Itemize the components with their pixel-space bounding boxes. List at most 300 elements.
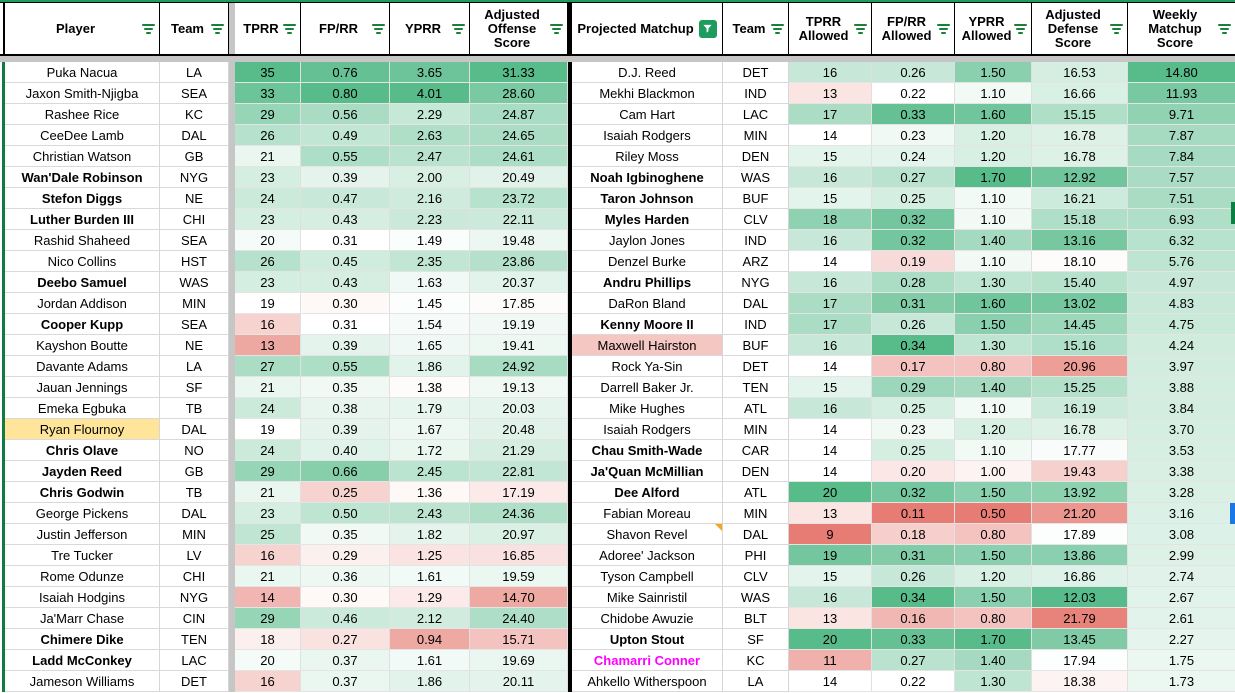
cell-player-name[interactable]: Kayshon Boutte bbox=[5, 335, 160, 356]
cell-fprr-value[interactable]: 0.37 bbox=[301, 650, 390, 671]
cell-player-name[interactable]: Rome Odunze bbox=[5, 566, 160, 587]
cell-weekly-matchup-score[interactable]: 3.28 bbox=[1128, 482, 1235, 503]
cell-fprr-allowed[interactable]: 0.31 bbox=[872, 293, 955, 314]
cell-yprr-allowed[interactable]: 1.40 bbox=[955, 650, 1032, 671]
cell-adjusted-offense-score[interactable]: 19.13 bbox=[470, 377, 568, 398]
column-header-team[interactable] bbox=[160, 3, 229, 54]
cell-matchup-team[interactable]: ATL bbox=[723, 398, 789, 419]
cell-matchup-team[interactable]: WAS bbox=[723, 167, 789, 188]
cell-adjusted-defense-score[interactable]: 16.78 bbox=[1032, 419, 1128, 440]
cell-weekly-matchup-score[interactable]: 3.97 bbox=[1128, 356, 1235, 377]
cell-player-name[interactable]: Christian Watson bbox=[5, 146, 160, 167]
cell-adjusted-defense-score[interactable]: 21.20 bbox=[1032, 503, 1128, 524]
cell-adjusted-offense-score[interactable]: 24.92 bbox=[470, 356, 568, 377]
cell-yprr-value[interactable]: 2.29 bbox=[390, 104, 470, 125]
cell-weekly-matchup-score[interactable]: 2.27 bbox=[1128, 629, 1235, 650]
cell-tprr-allowed[interactable]: 13 bbox=[789, 608, 872, 629]
cell-tprr-value[interactable]: 20 bbox=[235, 650, 301, 671]
cell-yprr-value[interactable]: 1.72 bbox=[390, 440, 470, 461]
cell-adjusted-defense-score[interactable]: 15.40 bbox=[1032, 272, 1128, 293]
cell-fprr-value[interactable]: 0.40 bbox=[301, 440, 390, 461]
cell-matchup-team[interactable]: ATL bbox=[723, 482, 789, 503]
cell-fprr-value[interactable]: 0.49 bbox=[301, 125, 390, 146]
cell-matchup-team[interactable]: ARZ bbox=[723, 251, 789, 272]
cell-weekly-matchup-score[interactable]: 3.08 bbox=[1128, 524, 1235, 545]
cell-yprr-allowed[interactable]: 1.10 bbox=[955, 188, 1032, 209]
cell-fprr-value[interactable]: 0.36 bbox=[301, 566, 390, 587]
cell-player-name[interactable]: Chris Godwin bbox=[5, 482, 160, 503]
cell-tprr-allowed[interactable]: 20 bbox=[789, 629, 872, 650]
cell-weekly-matchup-score[interactable]: 3.16 bbox=[1128, 503, 1235, 524]
cell-adjusted-defense-score[interactable]: 17.94 bbox=[1032, 650, 1128, 671]
cell-weekly-matchup-score[interactable]: 7.57 bbox=[1128, 167, 1235, 188]
cell-matchup-team[interactable]: MIN bbox=[723, 125, 789, 146]
cell-player-team[interactable]: NO bbox=[160, 440, 229, 461]
column-header-adjusted-defense-score[interactable] bbox=[1032, 3, 1128, 54]
cell-tprr-value[interactable]: 29 bbox=[235, 461, 301, 482]
cell-matchup-name[interactable]: Chau Smith-Wade bbox=[572, 440, 723, 461]
cell-tprr-allowed[interactable]: 16 bbox=[789, 272, 872, 293]
cell-adjusted-defense-score[interactable]: 16.66 bbox=[1032, 83, 1128, 104]
cell-player-name[interactable]: Jordan Addison bbox=[5, 293, 160, 314]
cell-player-name[interactable]: Cooper Kupp bbox=[5, 314, 160, 335]
cell-player-team[interactable]: TB bbox=[160, 398, 229, 419]
cell-fprr-allowed[interactable]: 0.16 bbox=[872, 608, 955, 629]
cell-yprr-value[interactable]: 1.79 bbox=[390, 398, 470, 419]
cell-fprr-allowed[interactable]: 0.24 bbox=[872, 146, 955, 167]
cell-yprr-allowed[interactable]: 1.00 bbox=[955, 461, 1032, 482]
cell-tprr-allowed[interactable]: 14 bbox=[789, 461, 872, 482]
cell-adjusted-defense-score[interactable]: 16.86 bbox=[1032, 566, 1128, 587]
cell-fprr-allowed[interactable]: 0.32 bbox=[872, 230, 955, 251]
cell-player-name[interactable]: Davante Adams bbox=[5, 356, 160, 377]
cell-adjusted-offense-score[interactable]: 19.59 bbox=[470, 566, 568, 587]
cell-fprr-value[interactable]: 0.29 bbox=[301, 545, 390, 566]
cell-fprr-allowed[interactable]: 0.33 bbox=[872, 104, 955, 125]
cell-tprr-value[interactable]: 19 bbox=[235, 293, 301, 314]
cell-player-team[interactable]: TB bbox=[160, 482, 229, 503]
cell-yprr-value[interactable]: 1.29 bbox=[390, 587, 470, 608]
cell-matchup-name[interactable]: Chamarri Conner bbox=[572, 650, 723, 671]
cell-player-name[interactable]: George Pickens bbox=[5, 503, 160, 524]
cell-player-name[interactable]: Chris Olave bbox=[5, 440, 160, 461]
cell-player-team[interactable]: NE bbox=[160, 188, 229, 209]
cell-yprr-value[interactable]: 2.00 bbox=[390, 167, 470, 188]
cell-matchup-team[interactable]: IND bbox=[723, 83, 789, 104]
cell-tprr-allowed[interactable]: 18 bbox=[789, 209, 872, 230]
cell-weekly-matchup-score[interactable]: 7.51 bbox=[1128, 188, 1235, 209]
cell-matchup-name[interactable]: Andru Phillips bbox=[572, 272, 723, 293]
cell-adjusted-offense-score[interactable]: 24.40 bbox=[470, 608, 568, 629]
cell-tprr-value[interactable]: 25 bbox=[235, 524, 301, 545]
filter-icon[interactable] bbox=[141, 22, 156, 36]
cell-weekly-matchup-score[interactable]: 3.84 bbox=[1128, 398, 1235, 419]
cell-fprr-allowed[interactable]: 0.32 bbox=[872, 482, 955, 503]
cell-tprr-value[interactable]: 21 bbox=[235, 482, 301, 503]
cell-tprr-allowed[interactable]: 14 bbox=[789, 356, 872, 377]
cell-player-name[interactable]: Stefon Diggs bbox=[5, 188, 160, 209]
cell-tprr-value[interactable]: 21 bbox=[235, 566, 301, 587]
cell-yprr-allowed[interactable]: 1.50 bbox=[955, 587, 1032, 608]
cell-player-name[interactable]: Tre Tucker bbox=[5, 545, 160, 566]
cell-matchup-name[interactable]: Darrell Baker Jr. bbox=[572, 377, 723, 398]
cell-weekly-matchup-score[interactable]: 6.32 bbox=[1128, 230, 1235, 251]
cell-tprr-allowed[interactable]: 15 bbox=[789, 566, 872, 587]
cell-yprr-value[interactable]: 1.86 bbox=[390, 356, 470, 377]
filter-icon[interactable] bbox=[549, 22, 564, 36]
cell-yprr-value[interactable]: 0.94 bbox=[390, 629, 470, 650]
cell-tprr-allowed[interactable]: 14 bbox=[789, 251, 872, 272]
cell-yprr-value[interactable]: 1.49 bbox=[390, 230, 470, 251]
cell-player-name[interactable]: Jauan Jennings bbox=[5, 377, 160, 398]
cell-player-team[interactable]: NE bbox=[160, 335, 229, 356]
cell-player-name[interactable]: Rashee Rice bbox=[5, 104, 160, 125]
cell-fprr-allowed[interactable]: 0.27 bbox=[872, 167, 955, 188]
cell-fprr-value[interactable]: 0.43 bbox=[301, 272, 390, 293]
cell-tprr-value[interactable]: 24 bbox=[235, 440, 301, 461]
cell-adjusted-offense-score[interactable]: 24.87 bbox=[470, 104, 568, 125]
cell-fprr-allowed[interactable]: 0.28 bbox=[872, 272, 955, 293]
cell-fprr-value[interactable]: 0.31 bbox=[301, 230, 390, 251]
cell-player-team[interactable]: LV bbox=[160, 545, 229, 566]
cell-player-team[interactable]: DAL bbox=[160, 125, 229, 146]
cell-weekly-matchup-score[interactable]: 3.38 bbox=[1128, 461, 1235, 482]
cell-adjusted-offense-score[interactable]: 15.71 bbox=[470, 629, 568, 650]
column-header-yprr[interactable] bbox=[390, 3, 470, 54]
cell-matchup-team[interactable]: BUF bbox=[723, 335, 789, 356]
filter-icon[interactable] bbox=[1013, 22, 1028, 36]
cell-tprr-value[interactable]: 21 bbox=[235, 377, 301, 398]
cell-adjusted-defense-score[interactable]: 13.92 bbox=[1032, 482, 1128, 503]
cell-fprr-value[interactable]: 0.39 bbox=[301, 167, 390, 188]
cell-player-name[interactable]: Chimere Dike bbox=[5, 629, 160, 650]
cell-player-name[interactable]: Deebo Samuel bbox=[5, 272, 160, 293]
cell-yprr-value[interactable]: 1.54 bbox=[390, 314, 470, 335]
cell-yprr-value[interactable]: 2.23 bbox=[390, 209, 470, 230]
cell-weekly-matchup-score[interactable]: 14.80 bbox=[1128, 62, 1235, 83]
cell-adjusted-defense-score[interactable]: 13.16 bbox=[1032, 230, 1128, 251]
cell-player-team[interactable]: TEN bbox=[160, 629, 229, 650]
cell-yprr-value[interactable]: 2.63 bbox=[390, 125, 470, 146]
cell-yprr-allowed[interactable]: 1.40 bbox=[955, 230, 1032, 251]
cell-matchup-name[interactable]: Ahkello Witherspoon bbox=[572, 671, 723, 692]
cell-adjusted-defense-score[interactable]: 16.78 bbox=[1032, 125, 1128, 146]
cell-tprr-value[interactable]: 19 bbox=[235, 419, 301, 440]
cell-adjusted-offense-score[interactable]: 28.60 bbox=[470, 83, 568, 104]
cell-adjusted-offense-score[interactable]: 14.70 bbox=[470, 587, 568, 608]
cell-adjusted-offense-score[interactable]: 20.37 bbox=[470, 272, 568, 293]
cell-yprr-allowed[interactable]: 1.20 bbox=[955, 146, 1032, 167]
cell-tprr-value[interactable]: 18 bbox=[235, 629, 301, 650]
filter-icon[interactable] bbox=[451, 22, 466, 36]
cell-yprr-allowed[interactable]: 1.10 bbox=[955, 209, 1032, 230]
cell-yprr-allowed[interactable]: 0.80 bbox=[955, 356, 1032, 377]
cell-player-name[interactable]: Nico Collins bbox=[5, 251, 160, 272]
cell-fprr-value[interactable]: 0.47 bbox=[301, 188, 390, 209]
cell-yprr-allowed[interactable]: 1.10 bbox=[955, 251, 1032, 272]
cell-yprr-value[interactable]: 2.35 bbox=[390, 251, 470, 272]
filter-icon[interactable] bbox=[1217, 22, 1232, 36]
cell-player-team[interactable]: HST bbox=[160, 251, 229, 272]
cell-weekly-matchup-score[interactable]: 3.70 bbox=[1128, 419, 1235, 440]
cell-matchup-team[interactable]: MIN bbox=[723, 503, 789, 524]
cell-player-name[interactable]: Rashid Shaheed bbox=[5, 230, 160, 251]
cell-matchup-name[interactable]: Adoree' Jackson bbox=[572, 545, 723, 566]
cell-matchup-team[interactable]: TEN bbox=[723, 377, 789, 398]
cell-matchup-name[interactable]: Mekhi Blackmon bbox=[572, 83, 723, 104]
cell-tprr-allowed[interactable]: 14 bbox=[789, 671, 872, 692]
column-header-projected-matchup[interactable] bbox=[572, 3, 723, 54]
cell-fprr-allowed[interactable]: 0.25 bbox=[872, 188, 955, 209]
cell-fprr-value[interactable]: 0.56 bbox=[301, 104, 390, 125]
cell-yprr-value[interactable]: 2.12 bbox=[390, 608, 470, 629]
cell-tprr-allowed[interactable]: 16 bbox=[789, 335, 872, 356]
cell-fprr-value[interactable]: 0.25 bbox=[301, 482, 390, 503]
cell-yprr-value[interactable]: 2.47 bbox=[390, 146, 470, 167]
cell-yprr-value[interactable]: 2.45 bbox=[390, 461, 470, 482]
cell-adjusted-offense-score[interactable]: 22.11 bbox=[470, 209, 568, 230]
cell-adjusted-defense-score[interactable]: 20.96 bbox=[1032, 356, 1128, 377]
cell-fprr-allowed[interactable]: 0.31 bbox=[872, 545, 955, 566]
cell-adjusted-offense-score[interactable]: 19.69 bbox=[470, 650, 568, 671]
cell-weekly-matchup-score[interactable]: 2.74 bbox=[1128, 566, 1235, 587]
cell-yprr-allowed[interactable]: 1.20 bbox=[955, 419, 1032, 440]
cell-tprr-allowed[interactable]: 15 bbox=[789, 146, 872, 167]
cell-fprr-value[interactable]: 0.39 bbox=[301, 419, 390, 440]
cell-matchup-team[interactable]: PHI bbox=[723, 545, 789, 566]
cell-yprr-allowed[interactable]: 1.10 bbox=[955, 440, 1032, 461]
cell-matchup-name[interactable]: Isaiah Rodgers bbox=[572, 419, 723, 440]
cell-yprr-allowed[interactable]: 1.20 bbox=[955, 566, 1032, 587]
cell-adjusted-defense-score[interactable]: 21.79 bbox=[1032, 608, 1128, 629]
cell-tprr-allowed[interactable]: 19 bbox=[789, 545, 872, 566]
cell-fprr-value[interactable]: 0.50 bbox=[301, 503, 390, 524]
cell-adjusted-offense-score[interactable]: 20.03 bbox=[470, 398, 568, 419]
cell-fprr-value[interactable]: 0.30 bbox=[301, 587, 390, 608]
cell-matchup-team[interactable]: CLV bbox=[723, 566, 789, 587]
cell-fprr-allowed[interactable]: 0.25 bbox=[872, 440, 955, 461]
cell-tprr-allowed[interactable]: 16 bbox=[789, 62, 872, 83]
cell-fprr-allowed[interactable]: 0.27 bbox=[872, 650, 955, 671]
cell-adjusted-defense-score[interactable]: 15.18 bbox=[1032, 209, 1128, 230]
cell-matchup-name[interactable]: Myles Harden bbox=[572, 209, 723, 230]
cell-adjusted-offense-score[interactable]: 23.72 bbox=[470, 188, 568, 209]
cell-yprr-allowed[interactable]: 1.70 bbox=[955, 167, 1032, 188]
cell-yprr-value[interactable]: 3.65 bbox=[390, 62, 470, 83]
cell-adjusted-offense-score[interactable]: 20.97 bbox=[470, 524, 568, 545]
cell-matchup-name[interactable]: Ja'Quan McMillian bbox=[572, 461, 723, 482]
cell-yprr-value[interactable]: 1.38 bbox=[390, 377, 470, 398]
column-header-tprr[interactable] bbox=[235, 3, 301, 54]
cell-weekly-matchup-score[interactable]: 7.87 bbox=[1128, 125, 1235, 146]
cell-fprr-value[interactable]: 0.37 bbox=[301, 671, 390, 692]
cell-player-team[interactable]: SEA bbox=[160, 314, 229, 335]
cell-adjusted-defense-score[interactable]: 16.21 bbox=[1032, 188, 1128, 209]
cell-player-name[interactable]: Jameson Williams bbox=[5, 671, 160, 692]
cell-adjusted-defense-score[interactable]: 13.86 bbox=[1032, 545, 1128, 566]
cell-matchup-team[interactable]: DET bbox=[723, 62, 789, 83]
cell-tprr-value[interactable]: 16 bbox=[235, 545, 301, 566]
cell-tprr-value[interactable]: 29 bbox=[235, 608, 301, 629]
cell-matchup-name[interactable]: DaRon Bland bbox=[572, 293, 723, 314]
cell-weekly-matchup-score[interactable]: 9.71 bbox=[1128, 104, 1235, 125]
cell-yprr-value[interactable]: 1.61 bbox=[390, 650, 470, 671]
cell-adjusted-defense-score[interactable]: 13.02 bbox=[1032, 293, 1128, 314]
cell-tprr-allowed[interactable]: 20 bbox=[789, 482, 872, 503]
cell-matchup-name[interactable]: Tyson Campbell bbox=[572, 566, 723, 587]
cell-tprr-value[interactable]: 16 bbox=[235, 314, 301, 335]
cell-matchup-team[interactable]: CLV bbox=[723, 209, 789, 230]
cell-player-name[interactable]: CeeDee Lamb bbox=[5, 125, 160, 146]
cell-fprr-allowed[interactable]: 0.34 bbox=[872, 335, 955, 356]
cell-tprr-value[interactable]: 23 bbox=[235, 503, 301, 524]
cell-weekly-matchup-score[interactable]: 2.61 bbox=[1128, 608, 1235, 629]
cell-player-name[interactable]: Puka Nacua bbox=[5, 62, 160, 83]
cell-matchup-name[interactable]: Taron Johnson bbox=[572, 188, 723, 209]
cell-matchup-name[interactable]: Denzel Burke bbox=[572, 251, 723, 272]
cell-adjusted-offense-score[interactable]: 24.36 bbox=[470, 503, 568, 524]
cell-adjusted-offense-score[interactable]: 19.19 bbox=[470, 314, 568, 335]
cell-matchup-name[interactable]: Maxwell Hairston bbox=[572, 335, 723, 356]
cell-fprr-value[interactable]: 0.45 bbox=[301, 251, 390, 272]
cell-tprr-value[interactable]: 26 bbox=[235, 251, 301, 272]
cell-tprr-allowed[interactable]: 17 bbox=[789, 293, 872, 314]
cell-tprr-value[interactable]: 23 bbox=[235, 272, 301, 293]
cell-yprr-allowed[interactable]: 0.80 bbox=[955, 608, 1032, 629]
cell-tprr-allowed[interactable]: 16 bbox=[789, 230, 872, 251]
cell-adjusted-offense-score[interactable]: 17.19 bbox=[470, 482, 568, 503]
cell-adjusted-defense-score[interactable]: 12.03 bbox=[1032, 587, 1128, 608]
cell-fprr-allowed[interactable]: 0.20 bbox=[872, 461, 955, 482]
cell-matchup-name[interactable]: Cam Hart bbox=[572, 104, 723, 125]
cell-fprr-allowed[interactable]: 0.18 bbox=[872, 524, 955, 545]
cell-matchup-name[interactable]: Isaiah Rodgers bbox=[572, 125, 723, 146]
cell-tprr-allowed[interactable]: 16 bbox=[789, 587, 872, 608]
cell-matchup-name[interactable]: D.J. Reed bbox=[572, 62, 723, 83]
cell-adjusted-offense-score[interactable]: 24.65 bbox=[470, 125, 568, 146]
cell-adjusted-defense-score[interactable]: 18.10 bbox=[1032, 251, 1128, 272]
cell-weekly-matchup-score[interactable]: 7.84 bbox=[1128, 146, 1235, 167]
cell-fprr-value[interactable]: 0.80 bbox=[301, 83, 390, 104]
cell-player-name[interactable]: Wan'Dale Robinson bbox=[5, 167, 160, 188]
cell-fprr-allowed[interactable]: 0.33 bbox=[872, 629, 955, 650]
cell-fprr-allowed[interactable]: 0.26 bbox=[872, 314, 955, 335]
cell-yprr-allowed[interactable]: 0.50 bbox=[955, 503, 1032, 524]
cell-yprr-value[interactable]: 4.01 bbox=[390, 83, 470, 104]
cell-matchup-name[interactable]: Noah Igbinoghene bbox=[572, 167, 723, 188]
cell-matchup-team[interactable]: LAC bbox=[723, 104, 789, 125]
cell-player-name[interactable]: Luther Burden III bbox=[5, 209, 160, 230]
cell-matchup-team[interactable]: WAS bbox=[723, 587, 789, 608]
cell-player-name[interactable]: Isaiah Hodgins bbox=[5, 587, 160, 608]
cell-yprr-value[interactable]: 1.65 bbox=[390, 335, 470, 356]
cell-adjusted-offense-score[interactable]: 20.49 bbox=[470, 167, 568, 188]
cell-player-team[interactable]: MIN bbox=[160, 524, 229, 545]
cell-yprr-allowed[interactable]: 1.30 bbox=[955, 671, 1032, 692]
cell-adjusted-offense-score[interactable]: 20.48 bbox=[470, 419, 568, 440]
cell-matchup-name[interactable]: Mike Sainristil bbox=[572, 587, 723, 608]
cell-tprr-allowed[interactable]: 13 bbox=[789, 83, 872, 104]
cell-yprr-allowed[interactable]: 1.50 bbox=[955, 62, 1032, 83]
cell-player-name[interactable]: Ryan Flournoy bbox=[5, 419, 160, 440]
cell-tprr-value[interactable]: 24 bbox=[235, 398, 301, 419]
column-header-team[interactable] bbox=[723, 3, 789, 54]
cell-matchup-team[interactable]: LA bbox=[723, 671, 789, 692]
cell-tprr-allowed[interactable]: 9 bbox=[789, 524, 872, 545]
cell-player-name[interactable]: Jayden Reed bbox=[5, 461, 160, 482]
cell-matchup-name[interactable]: Dee Alford bbox=[572, 482, 723, 503]
cell-yprr-allowed[interactable]: 1.50 bbox=[955, 545, 1032, 566]
cell-tprr-allowed[interactable]: 13 bbox=[789, 503, 872, 524]
cell-adjusted-defense-score[interactable]: 16.78 bbox=[1032, 146, 1128, 167]
cell-player-team[interactable]: NYG bbox=[160, 587, 229, 608]
filter-icon[interactable] bbox=[770, 22, 785, 36]
cell-fprr-allowed[interactable]: 0.29 bbox=[872, 377, 955, 398]
cell-fprr-allowed[interactable]: 0.23 bbox=[872, 419, 955, 440]
cell-yprr-value[interactable]: 1.25 bbox=[390, 545, 470, 566]
cell-player-team[interactable]: DAL bbox=[160, 503, 229, 524]
cell-adjusted-offense-score[interactable]: 31.33 bbox=[470, 62, 568, 83]
cell-matchup-team[interactable]: IND bbox=[723, 314, 789, 335]
cell-adjusted-defense-score[interactable]: 16.53 bbox=[1032, 62, 1128, 83]
cell-player-team[interactable]: GB bbox=[160, 146, 229, 167]
cell-tprr-value[interactable]: 16 bbox=[235, 671, 301, 692]
cell-player-team[interactable]: CIN bbox=[160, 608, 229, 629]
cell-weekly-matchup-score[interactable]: 2.99 bbox=[1128, 545, 1235, 566]
cell-matchup-name[interactable]: Chidobe Awuzie bbox=[572, 608, 723, 629]
cell-player-team[interactable]: KC bbox=[160, 104, 229, 125]
cell-tprr-value[interactable]: 20 bbox=[235, 230, 301, 251]
cell-tprr-value[interactable]: 13 bbox=[235, 335, 301, 356]
cell-player-name[interactable]: Justin Jefferson bbox=[5, 524, 160, 545]
cell-fprr-allowed[interactable]: 0.26 bbox=[872, 62, 955, 83]
cell-yprr-value[interactable]: 2.16 bbox=[390, 188, 470, 209]
cell-adjusted-offense-score[interactable]: 17.85 bbox=[470, 293, 568, 314]
cell-weekly-matchup-score[interactable]: 6.93 bbox=[1128, 209, 1235, 230]
cell-tprr-value[interactable]: 21 bbox=[235, 146, 301, 167]
cell-fprr-allowed[interactable]: 0.25 bbox=[872, 398, 955, 419]
cell-matchup-name[interactable]: Shavon Revel bbox=[572, 524, 723, 545]
cell-tprr-allowed[interactable]: 16 bbox=[789, 167, 872, 188]
cell-player-name[interactable]: Ja'Marr Chase bbox=[5, 608, 160, 629]
cell-yprr-value[interactable]: 2.43 bbox=[390, 503, 470, 524]
cell-fprr-value[interactable]: 0.76 bbox=[301, 62, 390, 83]
cell-yprr-allowed[interactable]: 1.60 bbox=[955, 104, 1032, 125]
cell-matchup-name[interactable]: Kenny Moore II bbox=[572, 314, 723, 335]
cell-player-name[interactable]: Ladd McConkey bbox=[5, 650, 160, 671]
cell-tprr-allowed[interactable]: 15 bbox=[789, 377, 872, 398]
cell-matchup-team[interactable]: DET bbox=[723, 356, 789, 377]
cell-yprr-allowed[interactable]: 1.40 bbox=[955, 377, 1032, 398]
cell-matchup-team[interactable]: MIN bbox=[723, 419, 789, 440]
cell-fprr-value[interactable]: 0.35 bbox=[301, 377, 390, 398]
cell-adjusted-defense-score[interactable]: 16.19 bbox=[1032, 398, 1128, 419]
cell-fprr-value[interactable]: 0.39 bbox=[301, 335, 390, 356]
cell-tprr-value[interactable]: 23 bbox=[235, 167, 301, 188]
cell-weekly-matchup-score[interactable]: 11.93 bbox=[1128, 83, 1235, 104]
cell-adjusted-defense-score[interactable]: 14.45 bbox=[1032, 314, 1128, 335]
cell-adjusted-offense-score[interactable]: 19.48 bbox=[470, 230, 568, 251]
cell-tprr-allowed[interactable]: 16 bbox=[789, 398, 872, 419]
cell-fprr-value[interactable]: 0.38 bbox=[301, 398, 390, 419]
cell-player-team[interactable]: LA bbox=[160, 356, 229, 377]
cell-weekly-matchup-score[interactable]: 3.53 bbox=[1128, 440, 1235, 461]
cell-player-team[interactable]: LAC bbox=[160, 650, 229, 671]
cell-yprr-allowed[interactable]: 1.10 bbox=[955, 398, 1032, 419]
cell-weekly-matchup-score[interactable]: 2.67 bbox=[1128, 587, 1235, 608]
cell-fprr-allowed[interactable]: 0.34 bbox=[872, 587, 955, 608]
cell-yprr-allowed[interactable]: 1.50 bbox=[955, 482, 1032, 503]
